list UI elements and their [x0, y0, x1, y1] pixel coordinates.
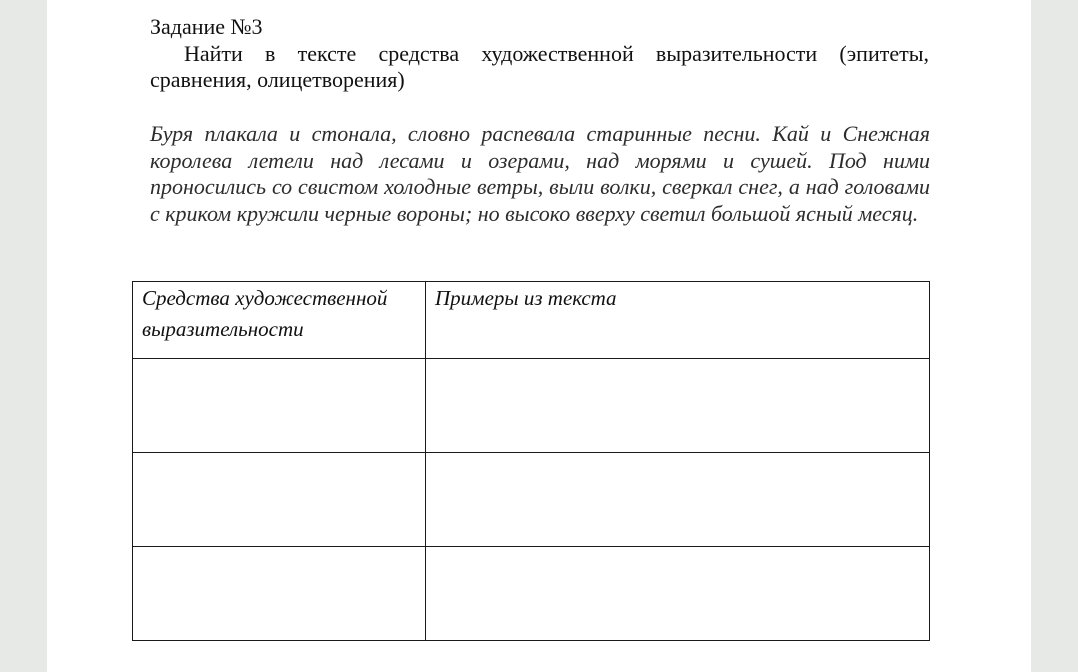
table-header-row: [133, 282, 930, 359]
header-label-means: Средства художественной выразительности: [142, 286, 388, 341]
task-title: Задание №3: [150, 14, 263, 39]
header-cell-means: [133, 282, 426, 359]
story-text: Буря плакала и стонала, словно распевала старинные песни. Кай и Снежная королева летели над лесами и озерами, над морями и сушей. Под ними проносились со свистом холодные ветры, выли волки, сверкал снег, а над головами с криком кружили черные вороны; но высоко вверху светил большой ясный месяц.: [150, 121, 930, 226]
header-label-examples: Примеры из текста: [435, 286, 617, 310]
table-cell[interactable]: [426, 547, 930, 641]
table-cell[interactable]: [426, 453, 930, 547]
table-cell[interactable]: [133, 547, 426, 641]
header-cell-examples: [426, 282, 930, 359]
document-page: [47, 0, 1031, 672]
task-instruction: Найти в тексте средства художественной выразительности (эпитеты, сравнения, олицетворения): [150, 41, 929, 92]
table-cell[interactable]: [133, 359, 426, 453]
table-row: [133, 453, 930, 547]
table-row: [133, 359, 930, 453]
answer-table: [132, 281, 930, 641]
table-cell[interactable]: [133, 453, 426, 547]
table-cell[interactable]: [426, 359, 930, 453]
table-row: [133, 547, 930, 641]
